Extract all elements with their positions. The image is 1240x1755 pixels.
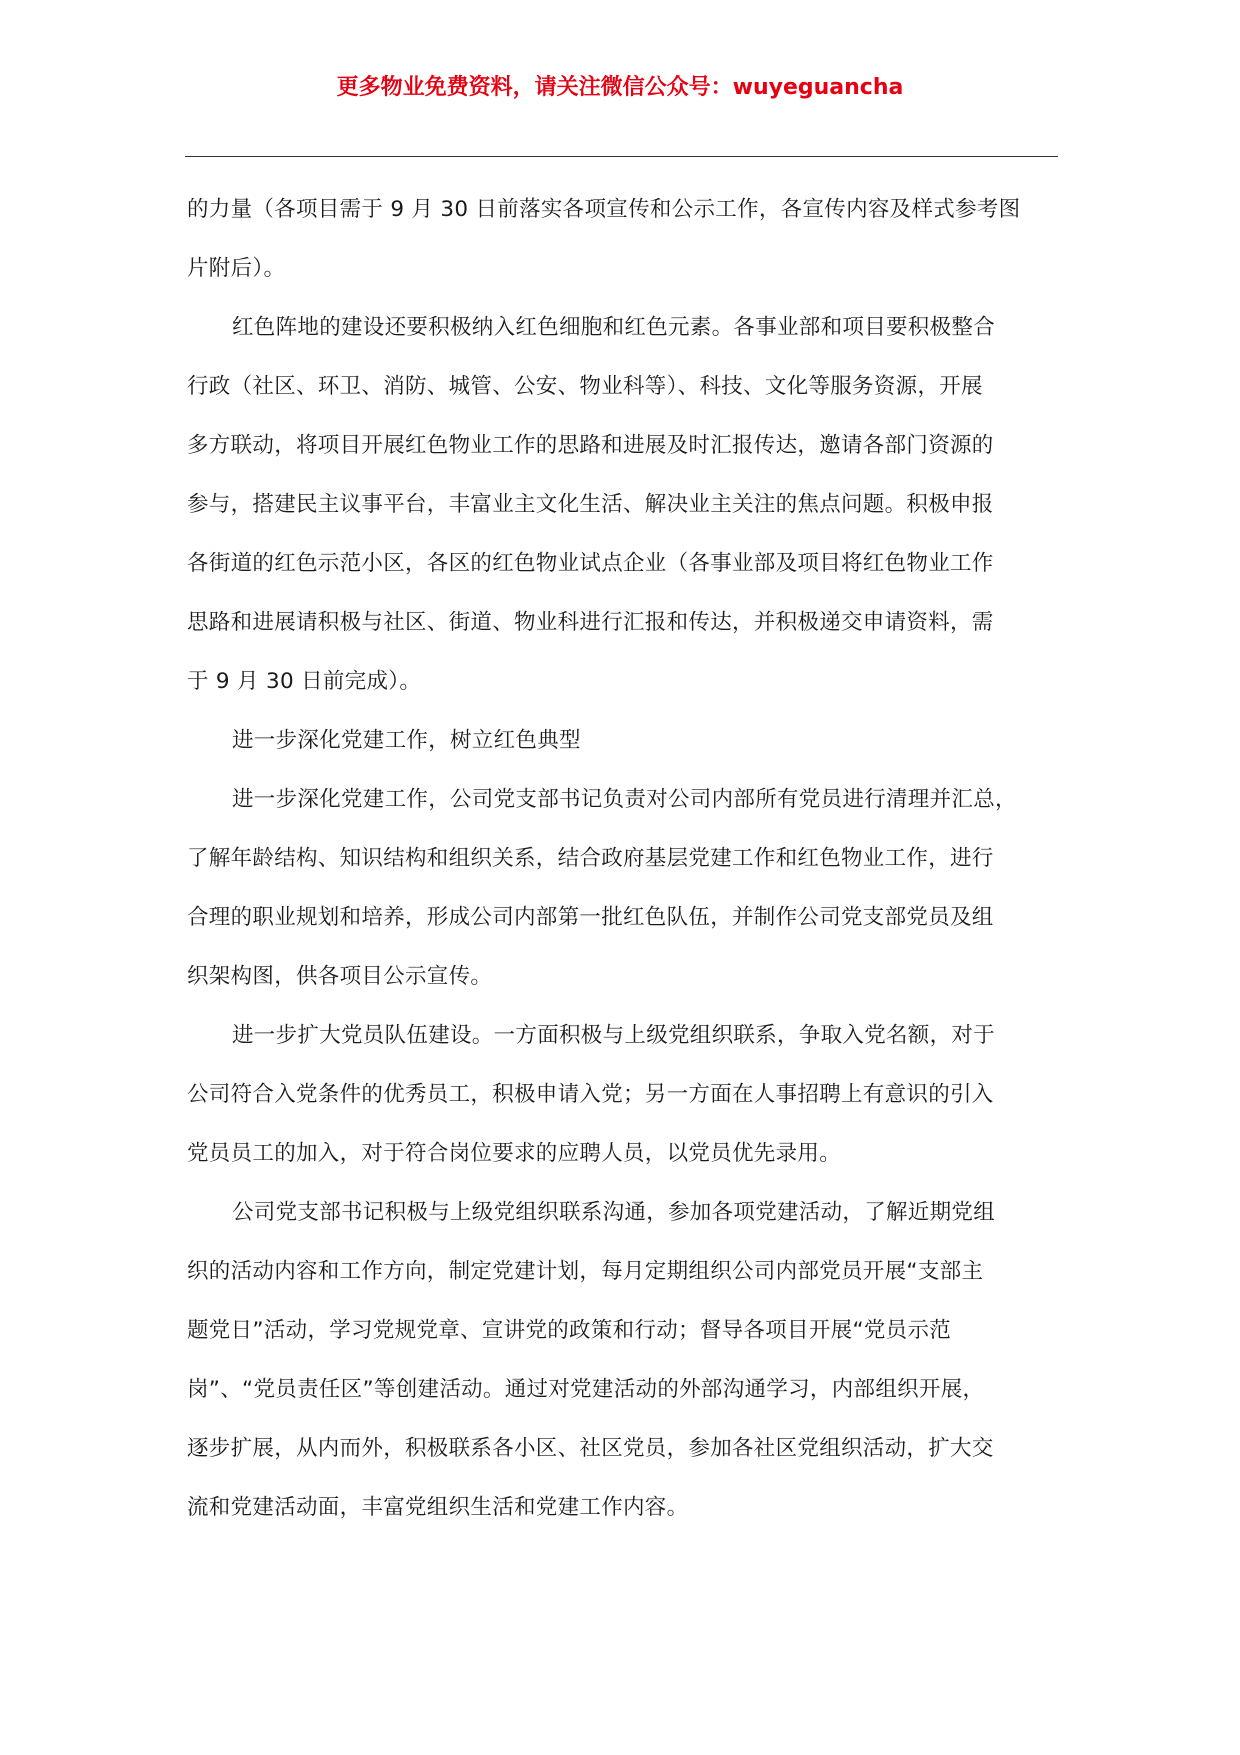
- paragraph-1: [187, 180, 1067, 298]
- paragraph-2-continued: [187, 357, 1067, 711]
- document-body: [187, 180, 1067, 1537]
- text-line: 公司党支部书记积极与上级党组织联系沟通，参加各项党建活动，了解近期党组: [232, 1200, 996, 1225]
- section-heading: [187, 711, 1067, 770]
- text-line: 织架构图，供各项目公示宣传。: [187, 964, 493, 989]
- text-line: 的力量（各项目需于 9 月 30 日前落实各项宣传和公示工作，各宣传内容及样式参考图: [187, 197, 1021, 222]
- text-line: 题党日”活动，学习党规党章、宣讲党的政策和行动；督导各项目开展“党员示范: [187, 1318, 952, 1343]
- text-line: 于 9 月 30 日前完成）。: [187, 669, 422, 694]
- text-line: 进一步扩大党员队伍建设。一方面积极与上级党组织联系，争取入党名额，对于: [232, 1023, 996, 1048]
- text-line: 党员员工的加入，对于符合岗位要求的应聘人员，以党员优先录用。: [187, 1141, 842, 1166]
- paragraph-2: [187, 298, 1067, 357]
- text-line: 逐步扩展，从内而外，积极联系各小区、社区党员，参加各社区党组织活动，扩大交: [187, 1436, 994, 1461]
- text-line: 合理的职业规划和培养，形成公司内部第一批红色队伍，并制作公司党支部党员及组: [187, 905, 994, 930]
- text-line: 流和党建活动面，丰富党组织生活和党建工作内容。: [187, 1495, 689, 1520]
- text-line: 多方联动，将项目开展红色物业工作的思路和进展及时汇报传达，邀请各部门资源的: [187, 433, 994, 458]
- paragraph-6: [187, 1183, 1067, 1242]
- text-line: 思路和进展请积极与社区、街道、物业科进行汇报和传达，并积极递交申请资料，需: [187, 610, 994, 635]
- text-line: 红色阵地的建设还要积极纳入红色细胞和红色元素。各事业部和项目要积极整合: [232, 315, 996, 340]
- text-line: 织的活动内容和工作方向，制定党建计划，每月定期组织公司内部党员开展“支部主: [187, 1259, 984, 1284]
- paragraph-4: [187, 770, 1067, 829]
- text-line: 公司符合入党条件的优秀员工，积极申请入党；另一方面在人事招聘上有意识的引入: [187, 1082, 994, 1107]
- page-header-notice: 更多物业免费资料，请关注微信公众号：wuyeguancha: [336, 75, 904, 100]
- text-line: 了解年龄结构、知识结构和组织关系，结合政府基层党建工作和红色物业工作，进行: [187, 846, 994, 871]
- paragraph-4-continued: [187, 829, 1067, 1006]
- header-divider: [185, 156, 1058, 157]
- paragraph-5-continued: [187, 1065, 1067, 1183]
- paragraph-5: [187, 1006, 1067, 1065]
- text-line: 各街道的红色示范小区，各区的红色物业试点企业（各事业部及项目将红色物业工作: [187, 551, 994, 576]
- text-line: 进一步深化党建工作，公司党支部书记负责对公司内部所有党员进行清理并汇总，: [232, 787, 1017, 812]
- paragraph-6-continued: [187, 1242, 1067, 1537]
- text-line: 岗”、“党员责任区”等创建活动。通过对党建活动的外部沟通学习，内部组织开展，: [187, 1377, 985, 1402]
- text-line: 参与，搭建民主议事平台，丰富业主文化生活、解决业主关注的焦点问题。积极申报: [187, 492, 994, 517]
- text-line: 片附后）。: [187, 256, 286, 281]
- text-line: 进一步深化党建工作，树立红色典型: [232, 728, 581, 753]
- text-line: 行政（社区、环卫、消防、城管、公安、物业科等）、科技、文化等服务资源，开展: [187, 374, 983, 399]
